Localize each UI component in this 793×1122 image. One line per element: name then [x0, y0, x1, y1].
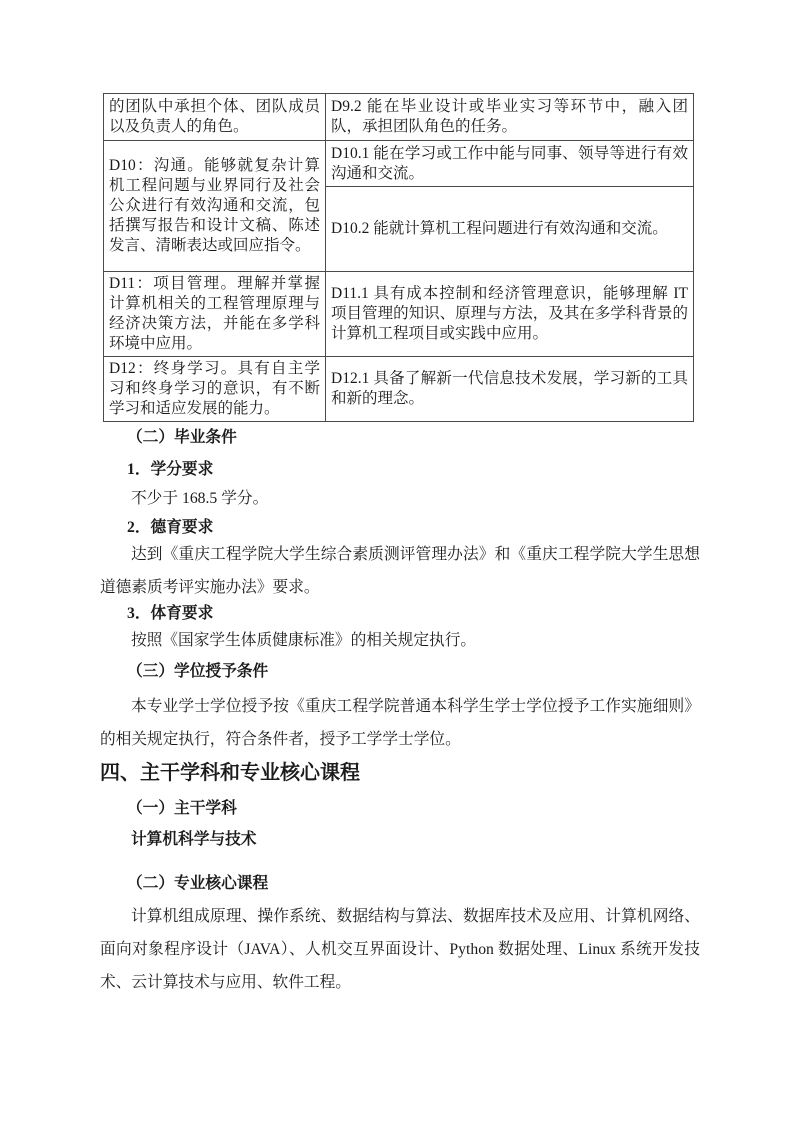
- outcome-cell-d11-1: D11.1 具有成本控制和经济管理意识，能够理解 IT 项目管理的知识、原理与方法，及其在多学科背景的计算机工程项目或实践中应用。: [326, 272, 694, 357]
- pe-requirement-heading: 3．体育要求: [127, 605, 214, 622]
- main-discipline-text: 计算机科学与技术: [131, 831, 257, 848]
- moral-requirement-text: 达到《重庆工程学院大学生综合素质测评管理办法》和《重庆工程学院大学生思想道德素质考评实施办法》要求。: [100, 546, 700, 596]
- outcome-cell-d10-2: D10.2 能就计算机工程问题进行有效沟通和交流。: [326, 187, 694, 272]
- outcome-cell-continued-left: 的团队中承担个体、团队成员以及负责人的角色。: [104, 94, 326, 141]
- outcome-cell-d9-2: D9.2 能在毕业设计或毕业实习等环节中，融入团队，承担团队角色的任务。: [326, 94, 694, 141]
- outcome-cell-d10: D10：沟通。能够就复杂计算机工程问题与业界同行及社会公众进行有效沟通和交流，包括撰写报告和设计文稿、陈述发言、清晰表达或回应指令。: [104, 141, 326, 272]
- credit-requirement-text: 不少于 168.5 学分。: [131, 490, 269, 507]
- core-courses-text: 计算机组成原理、操作系统、数据结构与算法、数据库技术及应用、计算机网络、面向对象程序设计（JAVA）、人机交互界面设计、Python 数据处理、Linux 系统开发技术、云计算技术与应用、软件工程。: [100, 908, 700, 991]
- graduation-outcomes-table: [103, 93, 694, 422]
- table-row-d10: [104, 141, 694, 187]
- table-row-d12: [104, 357, 694, 422]
- main-discipline-heading: （一）主干学科: [127, 800, 237, 817]
- outcome-cell-d12: D12：终身学习。具有自主学习和终身学习的意识，有不断学习和适应发展的能力。: [104, 357, 326, 422]
- moral-requirement-heading: 2．德育要求: [127, 519, 214, 536]
- outcome-cell-d12-1: D12.1 具备了解新一代信息技术发展，学习新的工具和新的理念。: [326, 357, 694, 422]
- graduation-requirements-heading: （二）毕业条件: [127, 429, 237, 446]
- core-courses-heading: （二）专业核心课程: [127, 875, 269, 892]
- degree-conferral-text: 本专业学士学位授予按《重庆工程学院普通本科学生学士学位授予工作实施细则》的相关规定执行，符合条件者，授予工学学士学位。: [100, 698, 700, 748]
- pe-requirement-text: 按照《国家学生体质健康标准》的相关规定执行。: [131, 632, 477, 649]
- credit-requirement-heading: 1．学分要求: [127, 461, 214, 478]
- degree-conferral-heading: （三）学位授予条件: [127, 663, 269, 680]
- outcome-cell-d11: D11：项目管理。理解并掌握计算机相关的工程管理原理与经济决策方法，并能在多学科环境中应用。: [104, 272, 326, 357]
- table-row-continued: [104, 94, 694, 141]
- outcome-cell-d10-1: D10.1 能在学习或工作中能与同事、领导等进行有效沟通和交流。: [326, 141, 694, 187]
- chapter4-heading: 四、主干学科和专业核心课程: [100, 762, 360, 784]
- table-row-d11: [104, 272, 694, 357]
